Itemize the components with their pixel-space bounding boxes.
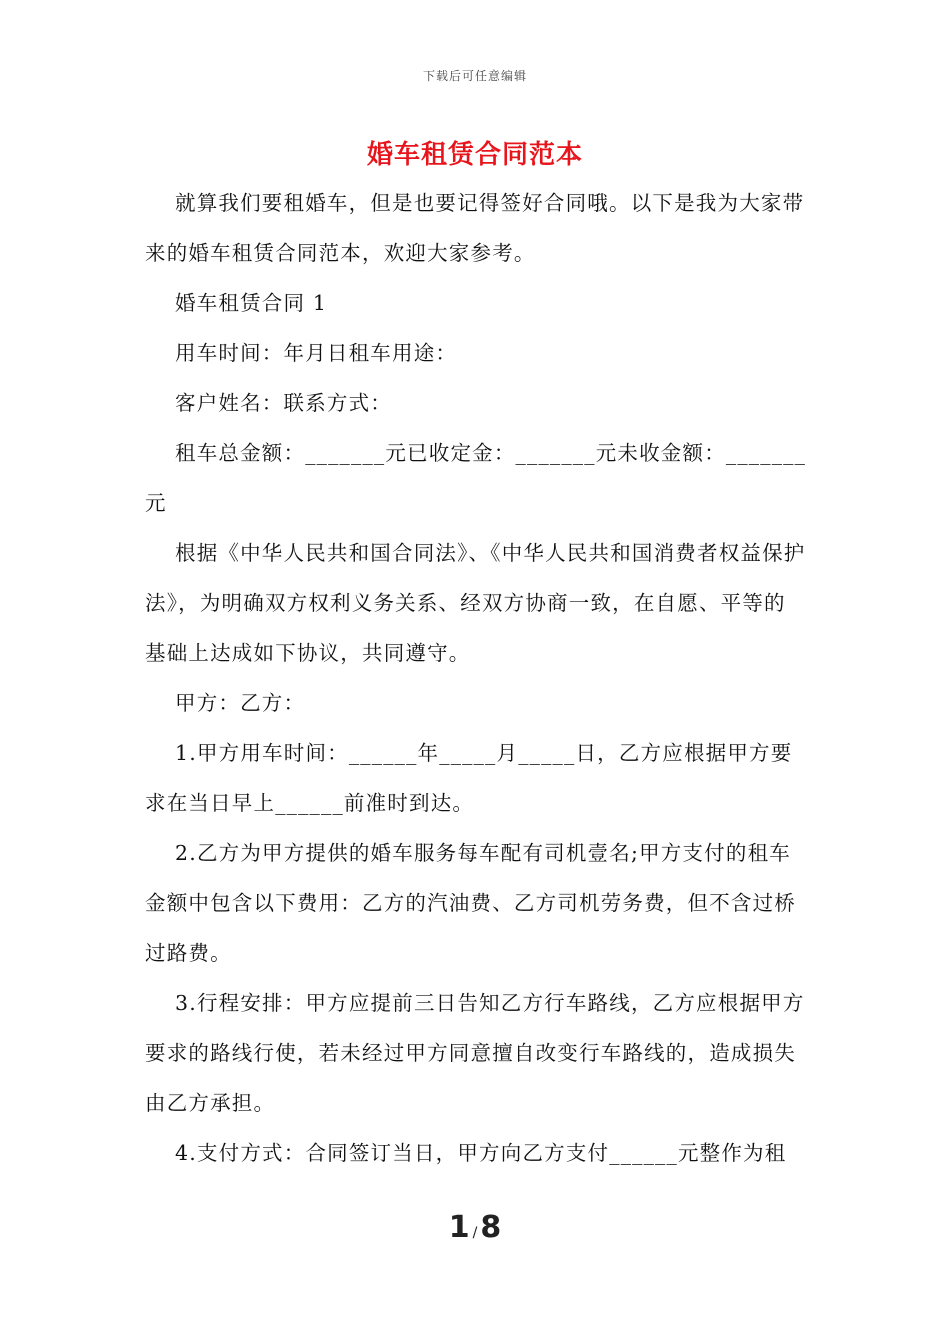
- paragraph-intro: 就算我们要租婚车，但是也要记得签好合同哦。以下是我为大家带来的婚车租赁合同范本，欢迎大家参考。: [145, 191, 805, 265]
- page-indicator: [0, 1210, 950, 1245]
- paragraph-clause-2: 2.乙方为甲方提供的婚车服务每车配有司机壹名;甲方支付的租车金额中包含以下费用：乙方的汽油费、乙方司机劳务费，但不含过桥过路费。: [145, 841, 796, 965]
- page-total: 8: [480, 1210, 502, 1245]
- paragraph-customer-name: 客户姓名：联系方式：: [175, 391, 392, 415]
- paragraph-usage-time: 用车时间：年月日租车用途：: [175, 341, 458, 365]
- document-title: 婚车租赁合同范本: [366, 140, 583, 170]
- page-separator: /: [472, 1225, 478, 1241]
- paragraph-amounts: 租车总金额：_______元已收定金：_______元未收金额：_______元: [145, 441, 807, 515]
- paragraph-clause-4: 4.支付方式：合同签订当日，甲方向乙方支付______元整作为租: [175, 1141, 787, 1165]
- paragraph-contract-heading: 婚车租赁合同 1: [175, 291, 328, 315]
- paragraph-clause-1: 1.甲方用车时间：______年_____月_____日，乙方应根据甲方要求在当日早上______前准时到达。: [145, 741, 793, 815]
- page-current: 1: [448, 1210, 470, 1245]
- header-note: 下载后可任意编辑: [422, 69, 527, 83]
- paragraph-clause-3: 3.行程安排：甲方应提前三日告知乙方行车路线，乙方应根据甲方要求的路线行使，若未经过甲方同意擅自改变行车路线的，造成损失由乙方承担。: [145, 991, 805, 1115]
- paragraph-legal-basis: 根据《中华人民共和国合同法》、《中华人民共和国消费者权益保护法》，为明确双方权利义务关系、经双方协商一致，在自愿、平等的基础上达成如下协议，共同遵守。: [145, 541, 806, 665]
- paragraph-parties: 甲方：乙方：: [175, 691, 306, 715]
- document-body: [145, 178, 807, 1178]
